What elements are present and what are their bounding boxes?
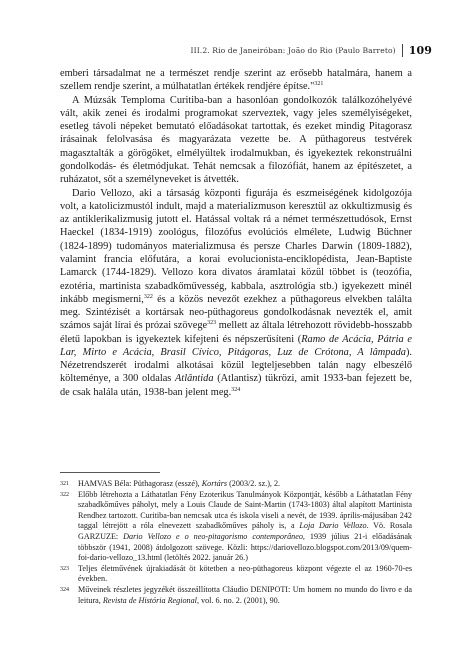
italic-text: Atlântida xyxy=(175,373,214,385)
text-run: Műveinek részletes jegyzékét összeállította Cláudio DENIPOTI: Um homem no mundo do livro e da leitura, xyxy=(78,584,412,605)
running-header xyxy=(60,44,432,57)
footnote xyxy=(60,564,412,585)
footnote-number: 322 xyxy=(60,491,69,498)
body-paragraph xyxy=(60,67,412,94)
text-run: Előbb létrehozta a Láthatatlan Fény Ezoterikus Tanulmányok Központját, később a Láthatatlan Fény szabadkőműves páholyt, mely a Louis Claude de Saint-Martin (1743-1803) által alapított Martinista Rendhez tartozott. Curitiba-ban nemcsak utca és iskola viseli a nevét, de 1939. április-májusában 242 taggal létrejött a róla elnevezett szabadkőműves páholy is, a xyxy=(78,489,412,531)
italic-text: Dario Vellozo e o neo-pitagorismo contemporâneo xyxy=(123,531,303,541)
footnote-ref: 323 xyxy=(207,320,217,327)
text-run: , vol. 6. no. 2. (2001), 90. xyxy=(196,595,280,605)
italic-text: Loja Dario Vellozo xyxy=(299,521,367,531)
footnote-number: 324 xyxy=(60,586,69,593)
italic-text: Ramo de Acácia, Pátria e Lar, Mirto e Acácia, Brasil Cívico, Pitágoras, Luz de Crótona, A lâmpada xyxy=(60,333,412,358)
text-run: Teljes életművének újrakiadását öt kötetben a neo-püthagoreus központ végezte el az 1960-70-es években. xyxy=(78,563,412,584)
text-run: emberi társadalmat ne a természet rendje szerint az erősebb hatalmára, hanem a szellem rendje szerint, a múlhatatlan értékek rendjére építse." xyxy=(60,68,412,93)
footnotes xyxy=(60,479,412,606)
footnote xyxy=(60,490,412,564)
text-run: ). Nézetrendszerét irodalmi alkotásai közül legteljesebben talán nagy elbeszélő költeménye, a 300 oldalas xyxy=(60,346,412,385)
footnote-ref: 322 xyxy=(143,293,153,300)
footnote-ref: 324 xyxy=(231,386,241,393)
body-paragraph xyxy=(60,187,412,400)
footnote xyxy=(60,585,412,606)
italic-text: Revista de História Regional xyxy=(102,595,197,605)
body-paragraph xyxy=(60,94,412,187)
text-run: (Atlantisz) tükrözi, amit 1933-ban fejezett be, de csak halála után, 1938-ban jelent meg. xyxy=(60,373,412,398)
text-run: és a közös nevezőt ezekhez a püthagoreus elvekben találta meg. Szintézisét a kortársak neo-püthagoreus gondolkodásnak nevezték el, amit számos saját lírai és prózai szövege xyxy=(60,293,412,332)
page-number: 109 xyxy=(402,44,432,57)
text-run: , 1939 július 21-i előadásának többször (1941, 2008) átdolgozott szövege. Közli: https://dariovellozo.blogspot.com/2013/09/quem-foi-dario-vellozo_13.html (letöltés 2022. január 26.) xyxy=(78,531,412,563)
running-title: III.2. Rio de Janeiróban: João do Rio (Paulo Barreto) xyxy=(190,46,396,55)
footnote-text xyxy=(78,564,412,585)
footnote-text xyxy=(78,479,412,490)
footnote-text xyxy=(78,585,412,606)
footnote-text xyxy=(78,490,412,564)
body-text xyxy=(60,67,412,399)
italic-text: Kortárs xyxy=(201,479,228,488)
footnote-ref: 321 xyxy=(314,81,324,88)
text-run: . Vö. Rosala GARZUZE: xyxy=(78,521,412,541)
footnote xyxy=(60,479,412,490)
text-run: (2003/2. sz.), 2. xyxy=(227,479,281,488)
text-run: Dario Vellozo, aki a társaság központi figurája és eszmeiségének kidolgozója volt, a katolicizmustól indult, majd a materializmuson keresztül az okkultizmusig és az antiklerikalizmusig jutott el. Hatással voltak rá a német természettudósok, Ernst Haeckel (1834-1919) zoológus, filozófus evolúciós elmélete, Ludwig Büchner (1824-1899) tudományos materializmusa és persze Charles Darwin (1809-1882), valamint francia előfutára, a korai evolucionista-enciklopédista, Jean-Baptiste Lamarck (1744-1829). Vellozo kora divatos áramlatai közül többet is (teozófia, ezotéria, martinista szabadkőművesség, kabbala, asztrológia stb.) igyekezett minél inkább megismerni, xyxy=(60,187,412,305)
footnote-number: 323 xyxy=(60,565,69,572)
footnote-number: 321 xyxy=(60,481,69,487)
text-run: A Múzsák Temploma Curitiba-ban a hasonlóan gondolkozók találkozóhelyévé vált, akik zenei és irodalmi programokat szerveztek, vagy jeles személyiségeket, esetleg távoli népeket bemutató előadásokat tartottak, és ezeket mindig Pitagorasz írásainak felolvasása és magyarázata vezette be. A püthagoreus testvérek magasztalták a görögöket, elmélyültek irodalmukban, és igyekeztek rekonstruálni gondolkodás- és életmódjukat. Tehát nemcsak a filozófiát, hanem az építészetet, a ruházatot, sőt a személyneveket is átvették. xyxy=(60,94,412,186)
text-run: HAMVAS Béla: Püthagorasz (esszé), xyxy=(78,479,202,488)
footnote-divider xyxy=(60,472,160,473)
text-run: mellett az általa létrehozott rövidebb-hosszabb életű lapokban is igyekeztek kifejteni és népszerűsíteni ( xyxy=(60,320,412,345)
